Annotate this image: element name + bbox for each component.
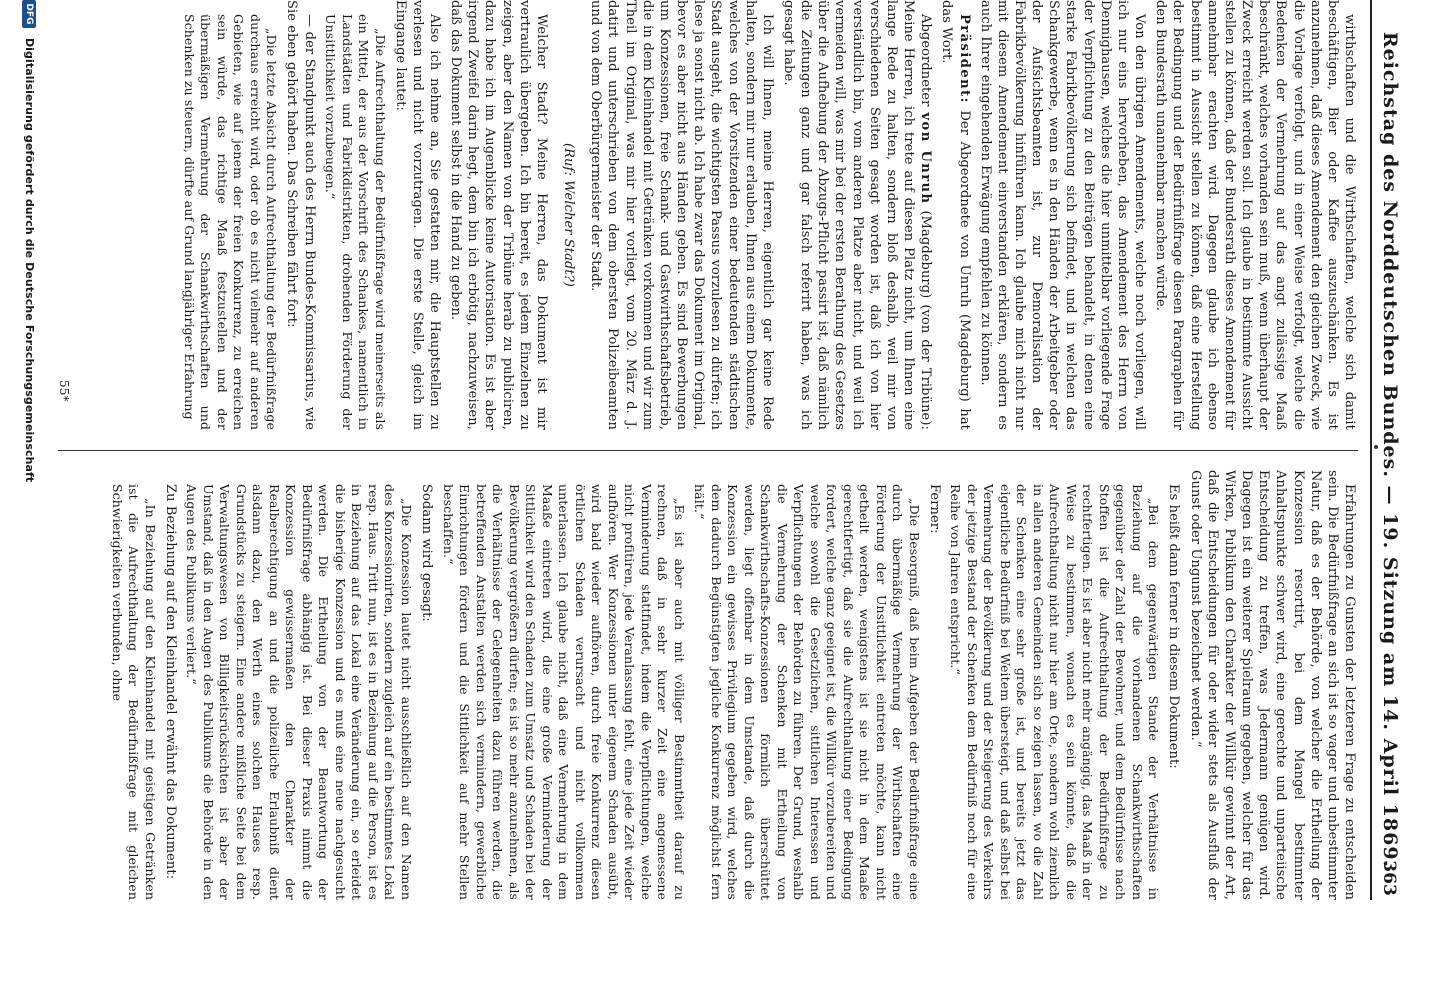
digitization-credit [12, 0, 36, 900]
page-header [1370, 0, 1406, 900]
quoted-passage: „Die letzte Absicht durch Aufrechthaltung der Bedürfnißfrage durchaus erreicht wird, oder ob es nicht vielmehr auf anderen Gebieten, wie auf jenem der freien Konkurrenz, zu erreichen sein würde, das richtige Maaß festzustellen und der übermäßigen Vermehrung der Schankwirthschaften und Schenken zu steuern, dürfte auf Grund langjähriger Erfahrung [181, 14, 280, 430]
column-divider [58, 450, 1358, 451]
left-text-column [176, 0, 1358, 430]
quoted-passage: „Die Besorgniß, daß beim Aufgeben der Bedürfnißfrage eine durch übermäßige Vermehrung der Wirthschaften eine Förderung der Unsittlichkeit eintreten möchte, kann nicht getheilt werden, wenigstens ist sie nicht in dem Maaße gerechtfertigt, daß sie die Aufrechthaltung einer Bedingung fordert, welche ganz geeignet ist, die Willkür vorzubereiten und welche sowohl die Gesetzlichen, sittlichen Interessen und Verpflichtungen der Behörden zu führen. Der Grund, weshalb die Vermehrung der Schenken mit Ertheilung von Schankwirthschafts-Konzessionen förmlich überschüttet werden, liegt offenbar in dem Umstande, daß durch die Konzession ein gewisses Privilegium gegeben wird, welches dem dadurch Begünstigten jegliche Konkurrenz möglichst fern hält.“ [692, 484, 922, 900]
header-dot [1374, 445, 1378, 449]
paragraph: Es heißt dann ferner in diesem Dokument: [1166, 484, 1182, 769]
paragraph: Also ich nehme an, Sie gestatten mir, die Hauptstellen zu verlesen und nicht vorzutragen. Die erste Stelle, gleich im Eingange lautet: [392, 0, 443, 430]
sheet-signature: 55* [57, 380, 71, 402]
paragraph: — der Standpunkt auch des Herrn Bundes-Kommissarius, wie Sie eben gehört haben. Das Schreiben fährt fort: [284, 0, 317, 430]
right-text-column [104, 470, 1358, 900]
rotated-scanned-page [6, 0, 1406, 900]
paragraph: Abgeordneter von Unruh (Magdeburg) (von der Tribüne): Meine Herren, ich trete auf diesen Platz nicht, um Ihnen eine lange Rede zu halten, sondern bloß deshalb, weil mir von verschiedenen Seiten gesagt worden ist, daß ich von hier verständlich bin, vom anderen Platze aber nicht, und weil ich vermeiden will, was mir bei der ersten Berathung des Gesetzes über die Aufhebung der Abzugs-Pflicht passirt ist, daß nämlich die Zeitungen ganz und gar falsch referirt haben, was ich gesagt habe. [781, 0, 934, 430]
paragraph: Erfahrungen zu Gunsten der letzteren Frage zu entscheiden sein. Die Bedürfnißfrage an sich ist so vager und unbestimmter Natur, daß es der Behörde, von welcher die Ertheilung der Konzession resortirt, bei dem Mangel bestimmter Anhaltspunkte schwer wird, eine gerechte und unparteiische Entscheidung zu treffen, was Jedermann genügen wird. Dagegen ist ein weiterer Spielraum gegeben, welcher für das Wirken, Publikum den Charakter der Willkür gewinnt der Art, daß die Entscheidungen für oder wider stets als Ausfluß der Gunst oder Ungunst bezeichnet werden.“ [1187, 470, 1357, 900]
paragraph: Präsident: Der Abgeordnete von Unruh (Magdeburg) hat das Wort. [939, 0, 972, 430]
quoted-passage: „Die Aufrechthaltung der Bedürfnißfrage wird meinerseits als ein Mittel, der aus der Vorschrift des Schankes, namentlich in Landstädten und Fabrikdistrikten, drohenden Förderung der Unsittlichkeit vorzubeugen.“ [323, 14, 388, 430]
running-title: Reichstag des Norddeutschen Bundes. — 19. Sitzung am 14. April 1869. [1379, 31, 1401, 869]
interjection: (Ruf: Welcher Stadt?) [561, 143, 577, 287]
paragraph: Ferner: [926, 484, 942, 534]
quoted-passage: „Die Konzession lautet nicht ausschließlich auf den Namen des Konzessionirten, sondern zugleich auf ein bestimmtes Lokal resp. Haus. Tritt nun, ist es in Beziehung auf die Person, ist es in Beziehung auf das Lokal eine Veränderung ein, so erleidet die bisherige Konzession und es muß eine neue nachgesucht werden. Die Ertheilung von der Beantwortung der Bedürfnißfrage abhängig ist. Bei dieser Praxis nimmt die Konzession gewissermaßen den Charakter der Realberechtigung an und die polizeiliche Erlaubniß dient alsdann dazu, den Werth eines solchen Hauses resp. Grundstücks zu steigern. Eine andere mißliche Seite bei dem Verwaltungswesen von Billigkeitsrücksichten ist aber der Umstand, daß in den Augen des Publikums die Behörde in den Augen des Publikums verliert.“ [184, 484, 414, 900]
credit-text: Digitalisierung gefördert durch die Deutsche Forschungsgemeinschaft [23, 37, 36, 483]
page-number: 363 [1379, 860, 1399, 896]
paragraph: Von den übrigen Amendements, welche noch vorliegen, will ich nur eins hervorheben, das Amendement des Herrn von Dennighausen, welches die hier unmittelbar vorliegende Frage der Verpflichtung zu den Beiträgen behandelt, in denen eine starke Fabrikbevölkerung sich befindet, und in welchen das Schankgewerbe, wenn es in den Händen der Arbeitgeber oder der Aufsichtsbeamten ist, zur Demoralisation der Fabrikbevölkerung hinführen kann. Ich glaube mich nicht nur mit diesem Amendement einverstanden erklären, sondern es auch Ihrer eingehenden Erwägung empfehlen zu können. [977, 0, 1148, 430]
speaker-name: von Unruh [918, 112, 934, 205]
speaker-name: Präsident: [956, 14, 972, 104]
quoted-passage: „In Beziehung auf den Kleinhandel mit geistigen Getränken ist die Aufrechthaltung der Bedürfnißfrage mit gleichen Schwierigkeiten verbunden, ohne [109, 484, 158, 900]
quoted-passage: „Es ist aber auch mit völliger Bestimmtheit darauf zu rechnen, daß in sehr kurzer Zeit eine angemessene Verminderung stattfindet, indem die Verpflichtungen, welche nicht profitiren, jede Veranlassung fehlt, eine jede Zeit wieder aufhören. Wer Konzessionen unter eigenem Schaden ausübt, wird bald wieder aufhören, durch freie Konkurrenz diesen örtlichen Schaden verursacht und nicht vollkommen unterlassen. Ich glaube nicht, daß eine Vermehrung in dem Maaße eintreten wird, die eine große Verminderung der Sittlichkeit wird den Schaden zum Umsatz und Schaden bei der Bevölkerung vergrößern dürfen; es ist so mehr anzunehmen, als die Verhältnisse der Gelegenheiten dazu führen werden, die betreffenden Anstalten werden sich vermindern, gewerbliche Einrichtungen fördern und die Sittlichkeit auf mehr Stellen beschaffen.“ [440, 484, 687, 900]
quoted-passage: „Bei dem gegenwärtigen Stande der Verhältnisse in Beziehung auf die vorhandenen Schankwirthschaften gegenüber der Zahl der Bewohner, und dem Bedürfnisse nach Stoffen ist die Aufrechthaltung der Bedürfnißfrage zu rechtfertigen. Es ist aber nicht mehr angängig, das Maaß in der Weise zu bestimmen, wonach es sein könnte, daß die Aufrechthaltung nicht nur hier am Orte, sondern wohl ziemlich in allen anderen Gemeinden sich so zeigen lassen, wo die Zahl der Schenken eine sehr große ist, und bereits jetzt das eigentliche Bedürfniß bei Weitem übersteigt, und daß selbst bei Vermehrung der Bevölkerung und der Steigerung des Verkehrs der jetzige Bestand der Schenken dem Bedürfniß noch für eine Reihe von Jahren entspricht.“ [948, 484, 1162, 900]
dfg-logo-icon: DFG [22, 0, 36, 28]
paragraph: Zu Beziehung auf den Kleinhandel erwähnt das Dokument: [162, 484, 178, 880]
paragraph: Welcher Stadt? Meine Herren, das Dokument ist mir vertraulich übergeben. Ich bin bereit, es jedem Einzelnen zu zeigen, aber den Namen von der Tribüne herab zu publiciren, dazu habe ich im Augenblicke keine Autorisation. Es ist aber irgend Zweifel darin hegt, dem bin ich erbötig, nachzuweisen, daß das Dokument selbst in die Hand zu geben. [448, 0, 549, 430]
page-content [23, 0, 1406, 900]
paragraph: wirthschaften und die Wirthschaften, welche sich damit beschäftigen, Bier oder Kaffee auszuschänken. Es ist anzunehmen, daß dieses Amendement den gleichen Zweck, wie die Vorlage verfolgt, und in einer Weise verfolgt, welche die Bedenken der Vermehrung auf das angt zulässige Maaß beschränkt, welches vorhanden sein muß, wenn überhaupt der Zweck erreicht werden soll. Ich glaube in bestimmte Aussicht stellen zu können, daß der Bundesrath dieses Amendement für annehmbar erachten wird. Dagegen glaube ich ebenso bestimmt in Aussicht stellen zu können, daß eine Herstellung der Bedingung und der Bedürfnißfrage diesen Paragraphen für den Bundesrath unannehmbar machen würde. [1153, 0, 1357, 430]
paragraph: Sodann wird gesagt: [419, 484, 435, 622]
paragraph: Ich will Ihnen, meine Herren, eigentlich gar keine Rede halten, sondern mir nur erlauben, Ihnen aus einem Dokumente, welches von der Vorsitzenden einer bedeutenden städtischen Stadt ausgeht, die wichtigsten Passus vorzulesen zu dürfen; ich lese ja sonst nicht ab. Ich habe zwar das Dokument im Original, bevor es aber nicht aus Händen geben. Es sind Bewerbungen um Konzessionen, freie Schank- und Gastwirthschaftsbetrieb, die in dem Kleinhandel mit Getränken vorkommen und wir zum Theil im Original, was mir hier vorliegt, vom 20. März d. J. datirt und unterschrieben von dem obersten Polizeibeamten und von dem Oberbürgermeister der Stadt. [588, 0, 775, 430]
